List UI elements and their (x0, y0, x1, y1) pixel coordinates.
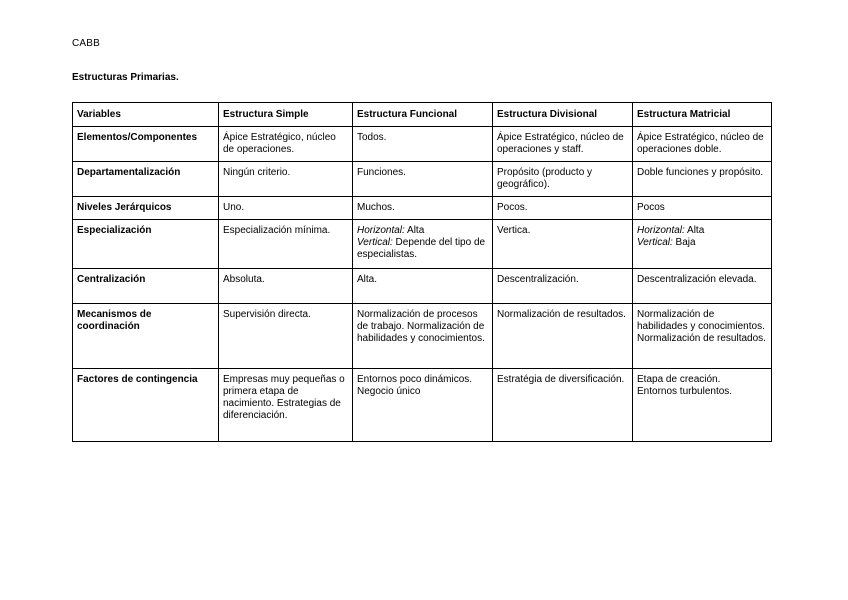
cell-simple: Empresas muy pequeñas o primera etapa de nacimiento. Estrategias de diferenciación. (219, 369, 353, 442)
matricial-horizontal-line (637, 225, 767, 237)
table-row (73, 162, 772, 197)
table-row (73, 269, 772, 304)
cell-divisional: Estratégia de diversificación. (493, 369, 633, 442)
table-row (73, 197, 772, 220)
cell-divisional: Vertica. (493, 220, 633, 269)
cell-matricial: Normalización de habilidades y conocimientos. Normalización de resultados. (633, 304, 772, 369)
cell-divisional: Descentralización. (493, 269, 633, 304)
cell-matricial: Doble funciones y propósito. (633, 162, 772, 197)
table-row (73, 304, 772, 369)
cell-divisional: Pocos. (493, 197, 633, 220)
row-label-centralizacion: Centralización (73, 269, 219, 304)
row-label-niveles: Niveles Jerárquicos (73, 197, 219, 220)
row-label-departamentalizacion: Departamentalización (73, 162, 219, 197)
funcional-line-1: Entornos poco dinámicos. (357, 374, 473, 385)
cell-simple: Ápice Estratégico, núcleo de operaciones. (219, 127, 353, 162)
vertical-label: Vertical: (637, 237, 673, 248)
header-variables: Variables (73, 103, 219, 127)
funcional-line-2: Negocio único (357, 386, 421, 397)
matricial-vertical-line (637, 237, 767, 249)
row-label-elementos: Elementos/Componentes (73, 127, 219, 162)
table-header-row (73, 103, 772, 127)
vertical-value: Depende del tipo de especialistas. (357, 237, 486, 260)
cell-simple: Uno. (219, 197, 353, 220)
matricial-line-1: Etapa de creación. (637, 374, 721, 385)
header-estructura-divisional: Estructura Divisional (493, 103, 633, 127)
cell-matricial: Pocos (633, 197, 772, 220)
funcional-horizontal-line (357, 225, 488, 237)
funcional-vertical-line (357, 237, 488, 261)
horizontal-label: Horizontal: (357, 225, 405, 236)
matricial-line-2: Entornos turbulentos. (637, 386, 733, 397)
table-row (73, 369, 772, 442)
document-title: Estructuras Primarias. (72, 72, 179, 83)
cell-funcional (353, 220, 493, 269)
header-estructura-funcional: Estructura Funcional (353, 103, 493, 127)
row-label-mecanismos: Mecanismos de coordinación (73, 304, 219, 369)
structures-table (72, 102, 772, 442)
cell-funcional: Alta. (353, 269, 493, 304)
cell-divisional: Ápice Estratégico, núcleo de operaciones y staff. (493, 127, 633, 162)
cell-matricial (633, 369, 772, 442)
cell-funcional: Normalización de procesos de trabajo. Normalización de habilidades y conocimientos. (353, 304, 493, 369)
header-estructura-matricial: Estructura Matricial (633, 103, 772, 127)
cell-funcional: Funciones. (353, 162, 493, 197)
vertical-value: Baja (672, 237, 696, 248)
cell-matricial: Descentralización elevada. (633, 269, 772, 304)
table-row (73, 220, 772, 269)
header-estructura-simple: Estructura Simple (219, 103, 353, 127)
cell-simple: Absoluta. (219, 269, 353, 304)
cell-matricial (633, 220, 772, 269)
vertical-label: Vertical: (357, 237, 393, 248)
horizontal-label: Horizontal: (637, 225, 685, 236)
cell-divisional: Propósito (producto y geográfico). (493, 162, 633, 197)
cell-simple: Especialización mínima. (219, 220, 353, 269)
cell-simple: Supervisión directa. (219, 304, 353, 369)
horizontal-value: Alta (684, 225, 705, 236)
cell-funcional: Muchos. (353, 197, 493, 220)
cell-divisional: Normalización de resultados. (493, 304, 633, 369)
horizontal-value: Alta (404, 225, 425, 236)
document-code: CABB (72, 38, 101, 49)
cell-simple: Ningún criterio. (219, 162, 353, 197)
cell-funcional: Todos. (353, 127, 493, 162)
row-label-factores: Factores de contingencia (73, 369, 219, 442)
row-label-especializacion: Especialización (73, 220, 219, 269)
cell-matricial: Ápice Estratégico, núcleo de operaciones doble. (633, 127, 772, 162)
table-row (73, 127, 772, 162)
cell-funcional (353, 369, 493, 442)
